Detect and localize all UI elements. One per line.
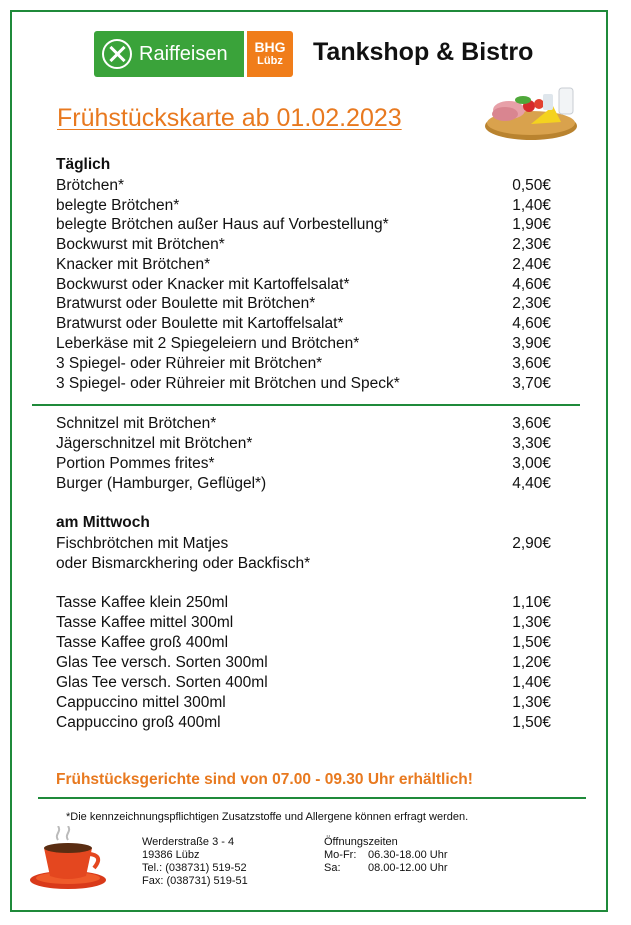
item-name: Bratwurst oder Boulette mit Brötchen* [56,295,316,312]
item-name: Brötchen* [56,177,125,194]
drink-item [56,613,551,633]
address-block [142,836,248,888]
weekdays-time: 06.30-18.00 Uhr [368,849,448,861]
drink-item [56,693,551,713]
item-price: 4,40€ [512,475,551,492]
item-price: 1,50€ [512,634,551,651]
item-name: Burger (Hamburger, Geflügel*) [56,475,267,492]
opening-saturday [324,862,448,875]
item-name: Leberkäse mit 2 Spiegeleiern und Brötchen* [56,335,360,352]
item-name: Bockwurst mit Brötchen* [56,236,225,253]
menu-item [56,334,551,354]
allergen-footnote: *Die kennzeichnungspflichtigen Zusatzstoffe und Allergene können erfragt werden. [66,811,469,823]
logo-text: Raiffeisen [139,42,228,65]
menu-item [56,474,551,494]
menu-item [56,176,551,196]
menu-item [56,314,551,334]
menu-item [56,196,551,216]
menu-item [56,275,551,295]
saturday-label: Sa: [324,862,341,874]
item-price: 1,30€ [512,614,551,631]
weekdays-label: Mo-Fr: [324,849,357,861]
crossed-horse-heads-icon [102,39,132,69]
item-price: 1,40€ [512,674,551,691]
item-price: 2,90€ [512,535,551,552]
logo-green-block [94,31,244,77]
item-price: 3,90€ [512,335,551,352]
breakfast-plate-icon [481,86,581,142]
item-name: Knacker mit Brötchen* [56,256,211,273]
item-name: Fischbrötchen mit Matjes [56,535,229,552]
item-name: belegte Brötchen* [56,197,180,214]
item-price: 2,30€ [512,295,551,312]
item-price: 0,50€ [512,177,551,194]
menu-item [56,354,551,374]
shop-title: Tankshop & Bistro [313,38,534,66]
item-price: 4,60€ [512,315,551,332]
menu-item [56,454,551,474]
opening-hours [324,836,448,875]
item-subline: oder Bismarckhering oder Backfisch* [56,555,311,572]
footer-divider [38,797,586,799]
menu-item [56,434,551,454]
item-price: 1,50€ [512,714,551,731]
menu-title: Frühstückskarte ab 01.02.2023 [57,104,402,132]
item-name: Tasse Kaffee klein 250ml [56,594,229,611]
logo-city-text: Lübz [257,55,283,67]
item-name: Tasse Kaffee groß 400ml [56,634,229,651]
menu-item [56,215,551,235]
section-heading-daily: Täglich [56,156,111,173]
address-fax: Fax: (038731) 519-51 [142,875,248,887]
menu-item [56,235,551,255]
item-name: belegte Brötchen außer Haus auf Vorbestellung* [56,216,389,233]
coffee-cup-icon [28,826,110,892]
item-name: Bratwurst oder Boulette mit Kartoffelsalat* [56,315,344,332]
item-name: Jägerschnitzel mit Brötchen* [56,435,253,452]
saturday-time: 08.00-12.00 Uhr [368,862,448,874]
item-name: 3 Spiegel- oder Rühreier mit Brötchen* [56,355,323,372]
drink-item [56,673,551,693]
menu-item [56,255,551,275]
item-price: 2,30€ [512,236,551,253]
opening-weekdays [324,849,448,862]
section-heading-wednesday: am Mittwoch [56,514,150,531]
address-city: 19386 Lübz [142,849,200,861]
item-price: 1,20€ [512,654,551,671]
drink-item [56,633,551,653]
item-price: 3,60€ [512,355,551,372]
menu-item [56,294,551,314]
item-name: Glas Tee versch. Sorten 400ml [56,674,268,691]
item-price: 3,00€ [512,455,551,472]
item-price: 3,70€ [512,375,551,392]
breakfast-hours-notice: Frühstücksgerichte sind von 07.00 - 09.30 Uhr erhältlich! [56,771,473,788]
item-name: Tasse Kaffee mittel 300ml [56,614,234,631]
address-phone: Tel.: (038731) 519-52 [142,862,247,874]
drink-item [56,593,551,613]
item-price: 2,40€ [512,256,551,273]
item-price: 1,90€ [512,216,551,233]
item-name: Cappuccino mittel 300ml [56,694,226,711]
menu-item [56,414,551,434]
bhg-logo [247,31,293,77]
item-price: 1,40€ [512,197,551,214]
item-price: 4,60€ [512,276,551,293]
item-name: 3 Spiegel- oder Rühreier mit Brötchen und Speck* [56,375,400,392]
section-divider [32,404,580,406]
menu-item [56,374,551,394]
item-name: Cappuccino groß 400ml [56,714,221,731]
menu-item [56,534,551,554]
item-name: Portion Pommes frites* [56,455,215,472]
logo-bhg-text: BHG [254,39,286,55]
address-street: Werderstraße 3 - 4 [142,836,235,848]
drink-item [56,653,551,673]
item-price: 3,60€ [512,415,551,432]
opening-title: Öffnungszeiten [324,836,398,848]
item-price: 1,30€ [512,694,551,711]
raiffeisen-logo [94,31,296,77]
drink-item [56,713,551,733]
item-name: Glas Tee versch. Sorten 300ml [56,654,268,671]
item-price: 3,30€ [512,435,551,452]
item-price: 1,10€ [512,594,551,611]
item-name: Bockwurst oder Knacker mit Kartoffelsalat* [56,276,350,293]
item-name: Schnitzel mit Brötchen* [56,415,217,432]
